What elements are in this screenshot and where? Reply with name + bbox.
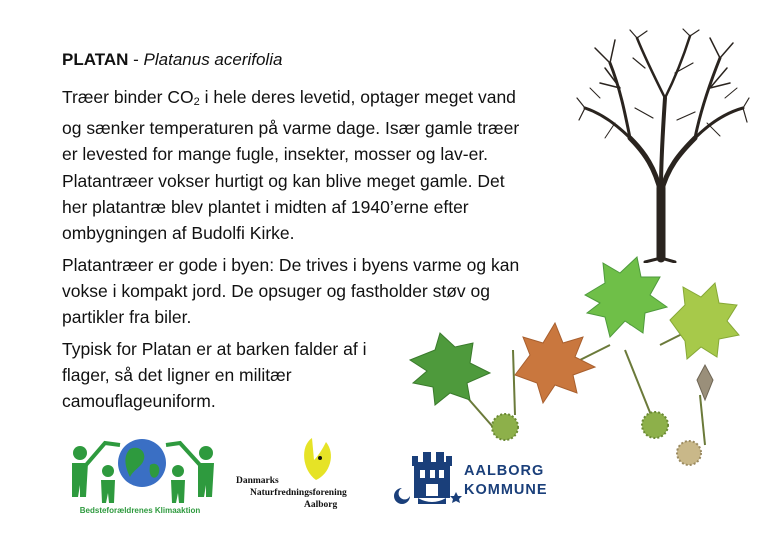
paragraph-line: partikler fra biler. xyxy=(62,307,192,327)
star-icon xyxy=(450,492,462,503)
paragraph-line: Platantræer vokser hurtigt og kan blive meget gamle. Det xyxy=(62,171,505,191)
text-fragment: i hele deres levetid, optager meget vand xyxy=(199,87,516,107)
seed-ball-icon xyxy=(492,414,518,440)
paragraph-line: flager, så det ligner en militær xyxy=(62,365,292,385)
moon-icon xyxy=(394,488,410,504)
paragraph-line: er levested for mange fugle, insekter, mosser og lav-er. xyxy=(62,144,489,164)
seed-ball-icon xyxy=(642,412,668,438)
bud-icon xyxy=(697,365,713,400)
subscript-two: 2 xyxy=(193,96,200,108)
title-separator: - xyxy=(128,50,144,69)
seed-ball-icon xyxy=(677,441,701,465)
title-common-name: PLATAN xyxy=(62,50,129,69)
paragraph-co2 xyxy=(62,84,519,167)
dn-logo-text xyxy=(236,475,347,511)
dn-text-line: Aalborg xyxy=(304,500,338,510)
dn-leaf-icon xyxy=(304,438,331,480)
paragraph-line xyxy=(62,84,519,115)
leaves-illustration xyxy=(405,255,740,475)
paragraph-line: og sænker temperaturen på varme dage. Især gamle træer xyxy=(62,118,520,138)
bedsteforaeldrene-logo-text: Bedsteforældrenes Klimaaktion xyxy=(79,506,201,515)
aalborg-kommune-text xyxy=(464,462,548,500)
aalborg-text-line: KOMMUNE xyxy=(464,482,548,498)
paragraph-line: her platantræ blev plantet i midten af 1940’erne efter xyxy=(62,197,469,217)
dn-text-line: Danmarks xyxy=(236,476,279,486)
leaf-yellow-green-icon xyxy=(670,283,739,359)
paragraph-line: Platantræer er gode i byen: De trives i byens varme og kan xyxy=(62,255,520,275)
paragraph-bark xyxy=(62,336,366,414)
paragraph-line: camouflageuniform. xyxy=(62,391,216,411)
bedsteforaeldrenes-klimaaktion-logo xyxy=(60,425,220,517)
tree-illustration xyxy=(575,28,750,263)
leaf-brown-icon xyxy=(515,323,595,403)
text-fragment: Træer binder CO xyxy=(62,87,194,107)
page-title xyxy=(62,49,282,71)
paragraph-line: Typisk for Platan er at barken falder af i xyxy=(62,339,367,359)
paragraph-line: ombygningen af Budolfi Kirke. xyxy=(62,223,295,243)
aalborg-text-line: AALBORG xyxy=(464,463,545,479)
leaf-green-left-icon xyxy=(410,333,490,405)
title-latin-name: Platanus acerifolia xyxy=(143,50,283,69)
leaf-green-top-icon xyxy=(585,257,667,337)
dn-text-line: Naturfredningsforening xyxy=(250,488,347,498)
paragraph-line: vokse i kompakt jord. De opsuger og fastholder støv og xyxy=(62,281,490,301)
paragraph-growth xyxy=(62,168,505,246)
